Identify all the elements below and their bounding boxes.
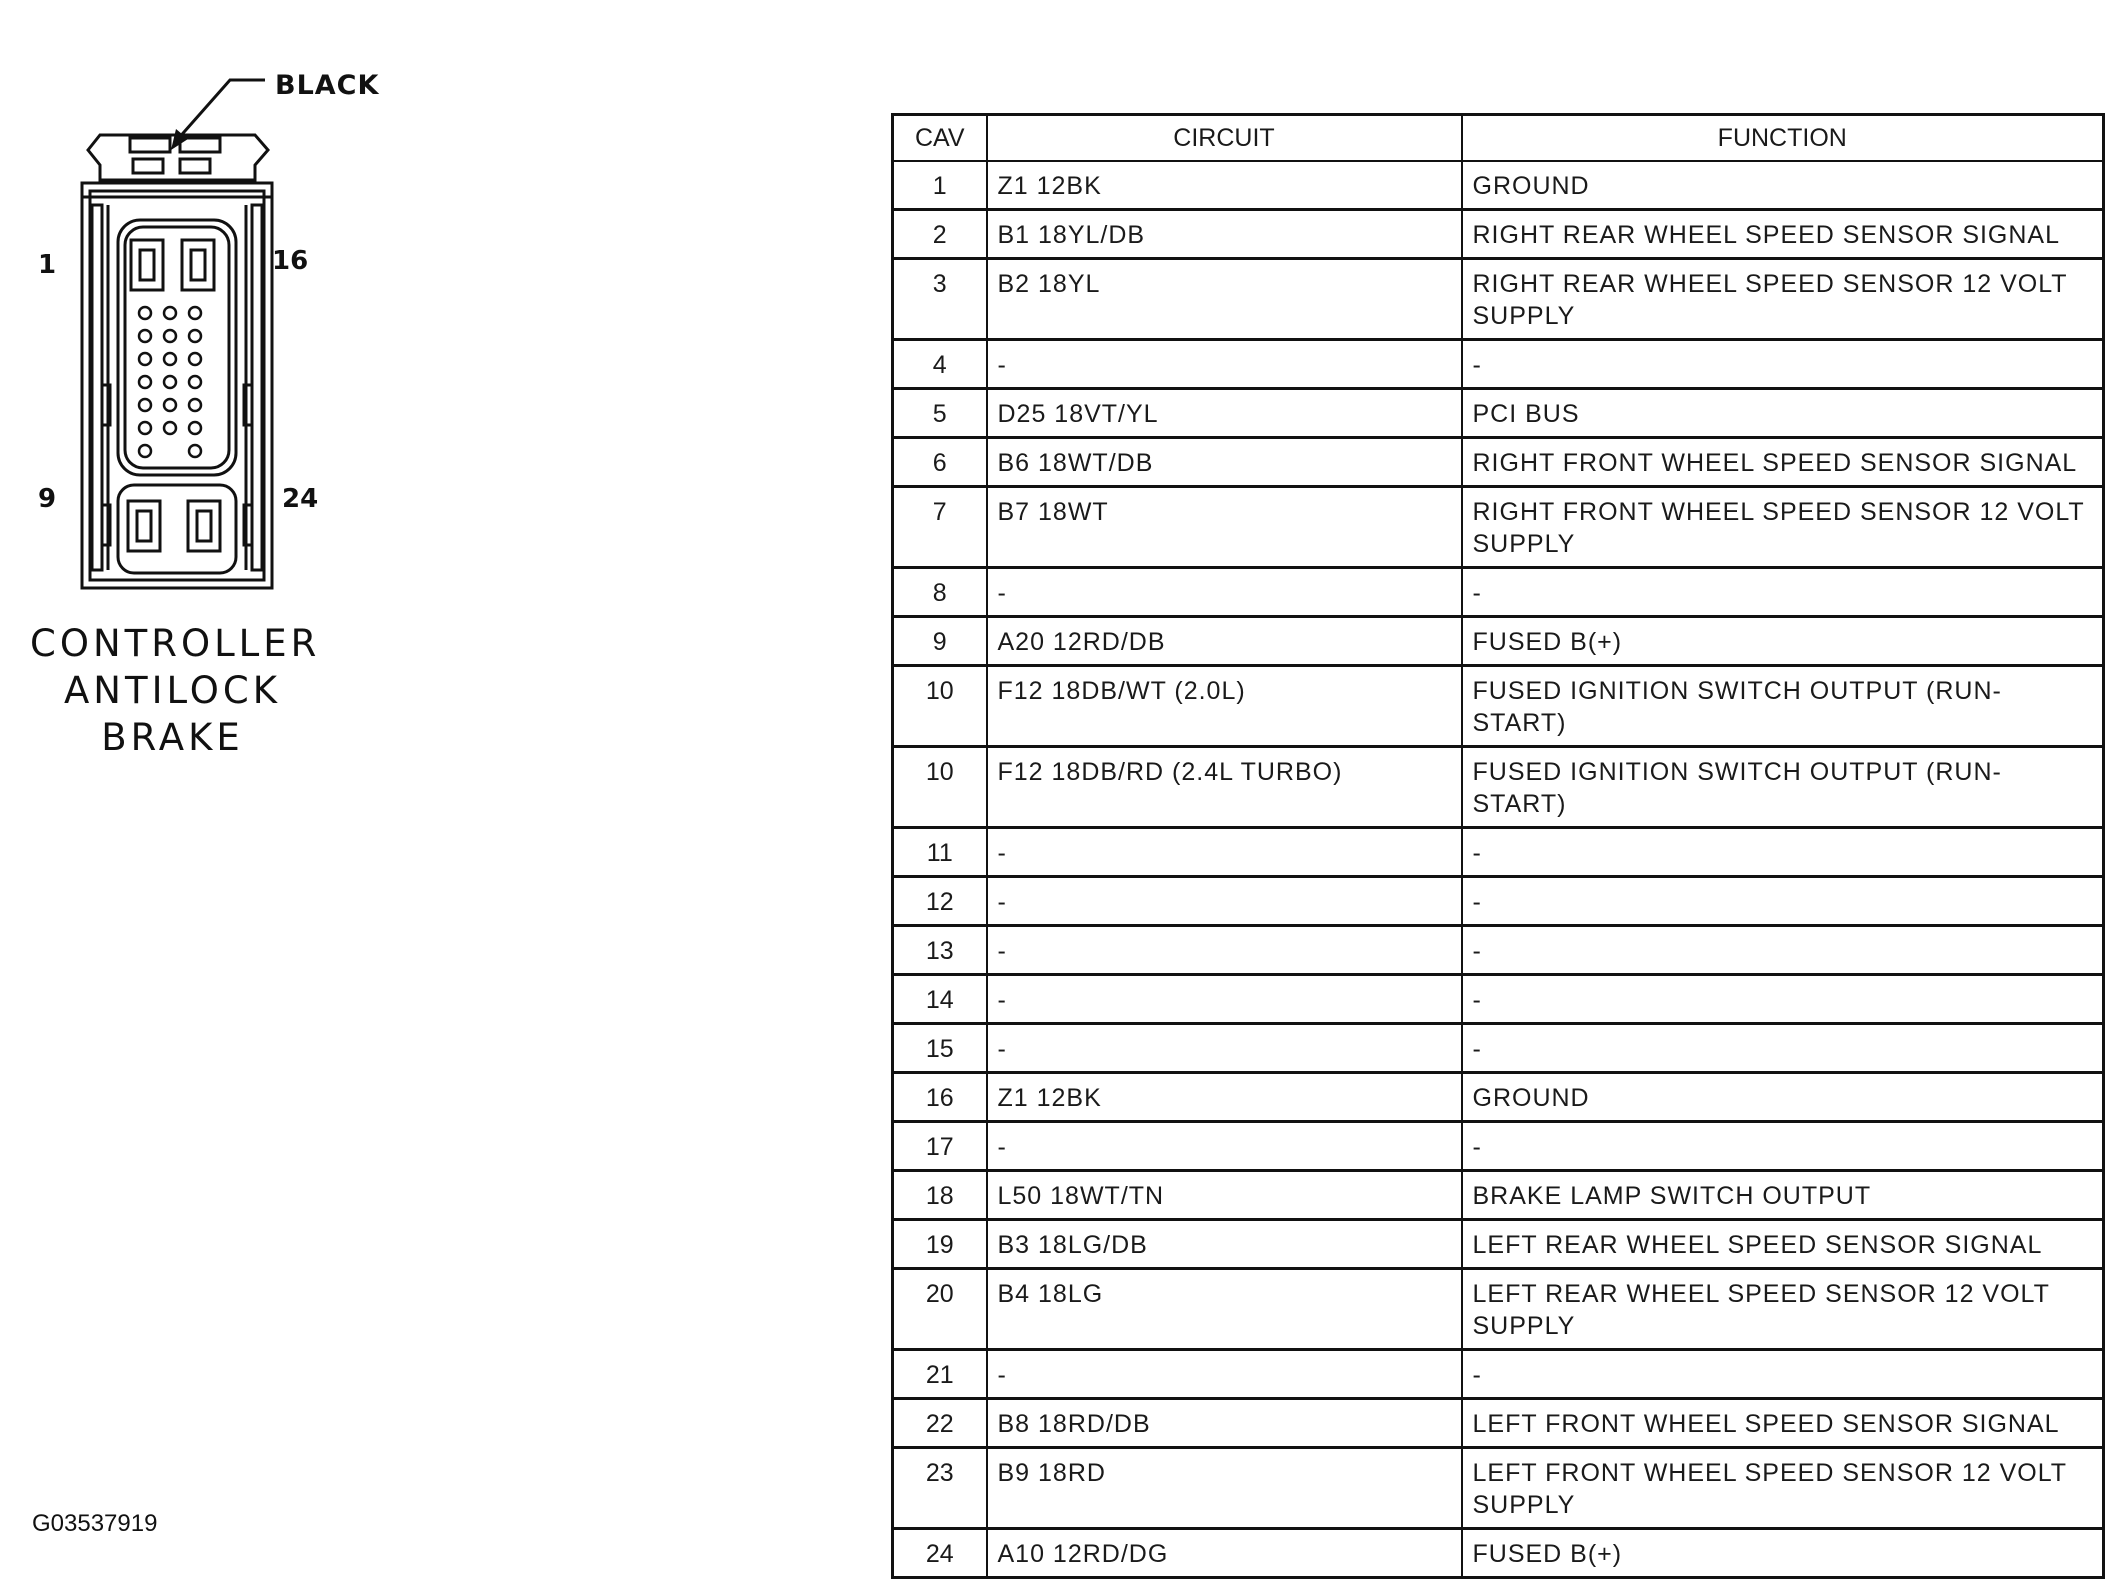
upper-cavity-block: [118, 220, 236, 475]
pin-label-16: 16: [272, 246, 309, 276]
cell-circuit: D25 18VT/YL: [987, 389, 1462, 438]
table-row: [893, 161, 2104, 210]
table-row: [893, 975, 2104, 1024]
cell-function: LEFT FRONT WHEEL SPEED SENSOR SIGNAL: [1462, 1399, 2104, 1448]
cell-function: LEFT REAR WHEEL SPEED SENSOR 12 VOLT SUPPLY: [1462, 1269, 2104, 1350]
cell-circuit: -: [987, 828, 1462, 877]
table-header-row: [893, 115, 2104, 162]
cell-function: RIGHT FRONT WHEEL SPEED SENSOR SIGNAL: [1462, 438, 2104, 487]
table-row: [893, 210, 2104, 259]
cell-circuit: B4 18LG: [987, 1269, 1462, 1350]
cell-cav: 19: [893, 1220, 987, 1269]
cell-cav: 4: [893, 340, 987, 389]
connector-face-diagram: [30, 55, 310, 619]
cell-circuit: F12 18DB/WT (2.0L): [987, 666, 1462, 747]
cell-circuit: B6 18WT/DB: [987, 438, 1462, 487]
cell-function: BRAKE LAMP SWITCH OUTPUT: [1462, 1171, 2104, 1220]
table-row: [893, 340, 2104, 389]
caption-line: BRAKE: [101, 716, 244, 759]
cell-circuit: -: [987, 1024, 1462, 1073]
cell-circuit: -: [987, 1122, 1462, 1171]
cell-circuit: B9 18RD: [987, 1448, 1462, 1529]
table-body: [893, 161, 2104, 1578]
cell-cav: 1: [893, 161, 987, 210]
cell-circuit: B8 18RD/DB: [987, 1399, 1462, 1448]
cell-cav: 9: [893, 617, 987, 666]
cell-circuit: -: [987, 340, 1462, 389]
cell-function: -: [1462, 568, 2104, 617]
cell-cav: 6: [893, 438, 987, 487]
cell-function: FUSED IGNITION SWITCH OUTPUT (RUN-START): [1462, 747, 2104, 828]
cell-cav: 7: [893, 487, 987, 568]
cell-function: -: [1462, 340, 2104, 389]
table-row: [893, 666, 2104, 747]
table-row: [893, 1448, 2104, 1529]
cell-circuit: A20 12RD/DB: [987, 617, 1462, 666]
cell-circuit: -: [987, 568, 1462, 617]
cell-cav: 18: [893, 1171, 987, 1220]
cell-function: PCI BUS: [1462, 389, 2104, 438]
table-row: [893, 568, 2104, 617]
cell-cav: 23: [893, 1448, 987, 1529]
cell-circuit: -: [987, 975, 1462, 1024]
color-leader-line: [177, 80, 265, 140]
pin-label-24: 24: [282, 484, 319, 514]
table-row: [893, 487, 2104, 568]
cell-circuit: B3 18LG/DB: [987, 1220, 1462, 1269]
cell-function: -: [1462, 1350, 2104, 1399]
cell-cav: 20: [893, 1269, 987, 1350]
table-row: [893, 877, 2104, 926]
cavity-16: [182, 240, 214, 290]
cell-circuit: -: [987, 877, 1462, 926]
cell-function: -: [1462, 1024, 2104, 1073]
cavity-24: [188, 501, 220, 551]
cell-cav: 11: [893, 828, 987, 877]
header-cav: CAV: [893, 115, 987, 162]
cell-function: LEFT REAR WHEEL SPEED SENSOR SIGNAL: [1462, 1220, 2104, 1269]
cell-function: GROUND: [1462, 1073, 2104, 1122]
pin-label-9: 9: [38, 484, 57, 514]
caption-line: CONTROLLER: [30, 622, 321, 665]
cavity-1: [131, 240, 163, 290]
cell-cav: 5: [893, 389, 987, 438]
cell-circuit: Z1 12BK: [987, 1073, 1462, 1122]
cell-cav: 15: [893, 1024, 987, 1073]
table-row: [893, 389, 2104, 438]
cell-function: RIGHT FRONT WHEEL SPEED SENSOR 12 VOLT SUPPLY: [1462, 487, 2104, 568]
cell-cav: 13: [893, 926, 987, 975]
cell-cav: 8: [893, 568, 987, 617]
table-row: [893, 1220, 2104, 1269]
table-row: [893, 1171, 2104, 1220]
table-row: [893, 438, 2104, 487]
cavity-9: [128, 501, 160, 551]
caption-line: ANTILOCK: [63, 669, 282, 712]
cell-cav: 10: [893, 666, 987, 747]
figure-id: G03537919: [32, 1510, 158, 1537]
cavity-pinout-table: [891, 113, 2105, 1579]
cell-cav: 17: [893, 1122, 987, 1171]
table-row: [893, 259, 2104, 340]
cell-circuit: F12 18DB/RD (2.4L TURBO): [987, 747, 1462, 828]
cell-function: -: [1462, 1122, 2104, 1171]
cell-function: FUSED B(+): [1462, 617, 2104, 666]
cell-function: -: [1462, 926, 2104, 975]
cell-cav: 22: [893, 1399, 987, 1448]
cell-function: -: [1462, 877, 2104, 926]
cell-cav: 10: [893, 747, 987, 828]
cell-circuit: -: [987, 1350, 1462, 1399]
table-row: [893, 1269, 2104, 1350]
table-row: [893, 1024, 2104, 1073]
cell-cav: 3: [893, 259, 987, 340]
cell-function: -: [1462, 828, 2104, 877]
cell-circuit: A10 12RD/DG: [987, 1529, 1462, 1578]
cell-function: RIGHT REAR WHEEL SPEED SENSOR SIGNAL: [1462, 210, 2104, 259]
small-pin-grid: [139, 307, 201, 457]
cell-function: FUSED IGNITION SWITCH OUTPUT (RUN-START): [1462, 666, 2104, 747]
header-circuit: CIRCUIT: [987, 115, 1462, 162]
cell-cav: 16: [893, 1073, 987, 1122]
table-row: [893, 1122, 2104, 1171]
table-row: [893, 1529, 2104, 1578]
cell-circuit: B7 18WT: [987, 487, 1462, 568]
pin-label-1: 1: [38, 250, 57, 280]
header-function: FUNCTION: [1462, 115, 2104, 162]
connector-drawing: [30, 55, 310, 615]
table-row: [893, 1073, 2104, 1122]
table-row: [893, 926, 2104, 975]
cell-cav: 12: [893, 877, 987, 926]
cell-circuit: -: [987, 926, 1462, 975]
table-row: [893, 828, 2104, 877]
cell-cav: 21: [893, 1350, 987, 1399]
cell-function: GROUND: [1462, 161, 2104, 210]
cell-circuit: B1 18YL/DB: [987, 210, 1462, 259]
cell-cav: 2: [893, 210, 987, 259]
cell-function: LEFT FRONT WHEEL SPEED SENSOR 12 VOLT SUPPLY: [1462, 1448, 2104, 1529]
table-row: [893, 1350, 2104, 1399]
cell-cav: 14: [893, 975, 987, 1024]
table-row: [893, 747, 2104, 828]
cell-function: FUSED B(+): [1462, 1529, 2104, 1578]
table-row: [893, 1399, 2104, 1448]
cell-circuit: L50 18WT/TN: [987, 1171, 1462, 1220]
cell-cav: 24: [893, 1529, 987, 1578]
cell-function: -: [1462, 975, 2104, 1024]
table-row: [893, 617, 2104, 666]
cell-circuit: Z1 12BK: [987, 161, 1462, 210]
cell-function: RIGHT REAR WHEEL SPEED SENSOR 12 VOLT SUPPLY: [1462, 259, 2104, 340]
cell-circuit: B2 18YL: [987, 259, 1462, 340]
connector-caption: [30, 620, 321, 761]
connector-color-label: BLACK: [275, 70, 380, 101]
